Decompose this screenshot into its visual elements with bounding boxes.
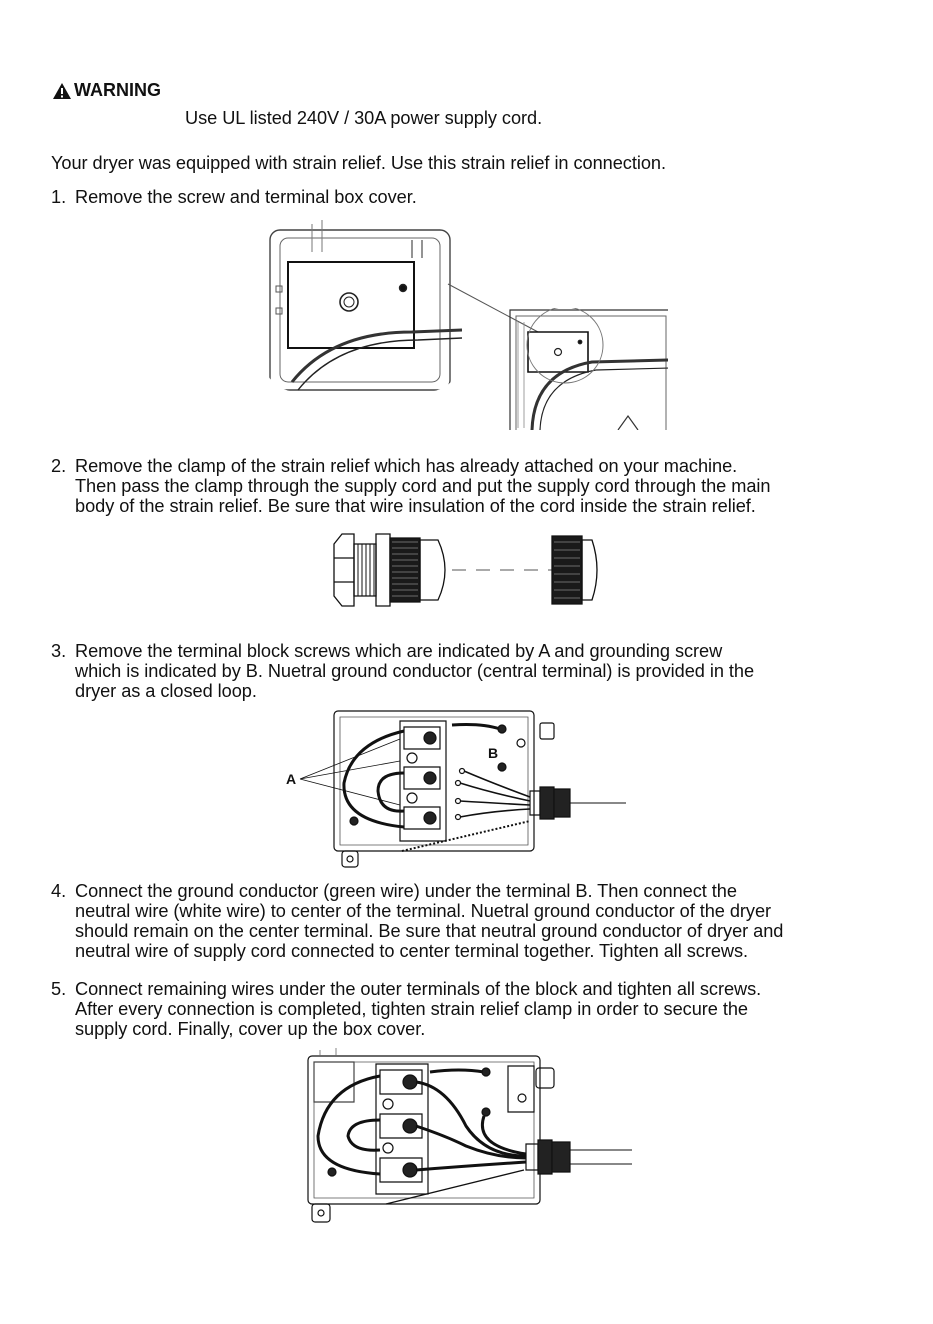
step-number: 5. — [51, 979, 67, 999]
warning-triangle-icon — [52, 82, 72, 100]
step-line: should remain on the center terminal. Be sure that neutral ground conductor of dryer and — [75, 921, 784, 941]
step-line: Remove the terminal block screws which are indicated by A and grounding screw — [75, 641, 723, 661]
label-a: A — [286, 771, 297, 787]
step-line: body of the strain relief. Be sure that wire insulation of the cord inside the strain relief. — [75, 496, 756, 516]
warning-text: Use UL listed 240V / 30A power supply cord. — [185, 108, 543, 128]
completed-wiring-figure — [296, 1046, 636, 1228]
step-number: 3. — [51, 641, 67, 661]
step-line: neutral wire of supply cord connected to center terminal together. Tighten all screws. — [75, 941, 749, 961]
warning-heading — [52, 80, 161, 101]
step-line: Then pass the clamp through the supply cord and put the supply cord through the main — [75, 476, 771, 496]
warning-label: WARNING — [74, 80, 161, 100]
label-b: B — [488, 745, 499, 761]
step-3 — [51, 641, 754, 701]
step-line: After every connection is completed, tighten strain relief clamp in order to secure the — [75, 999, 748, 1019]
terminal-block-figure-ab — [282, 703, 632, 871]
step-5 — [51, 979, 761, 1039]
terminal-box-cover-figure — [262, 212, 668, 430]
step-2 — [51, 456, 770, 516]
step-line: Remove the clamp of the strain relief which has already attached on your machine. — [75, 456, 738, 476]
step-number: 4. — [51, 881, 67, 901]
step-line: Connect remaining wires under the outer terminals of the block and tighten all screws. — [75, 979, 762, 999]
step-line: Remove the screw and terminal box cover. — [75, 187, 417, 207]
step-line: supply cord. Finally, cover up the box cover. — [75, 1019, 426, 1039]
intro-text: Your dryer was equipped with strain relief. Use this strain relief in connection. — [51, 153, 666, 173]
strain-relief-figure — [330, 530, 600, 610]
step-line: neutral wire (white wire) to center of the terminal. Nuetral ground conductor of the dryer — [75, 901, 772, 921]
step-4 — [51, 881, 783, 961]
step-number: 1. — [51, 187, 67, 207]
step-number: 2. — [51, 456, 67, 476]
step-line: dryer as a closed loop. — [75, 681, 257, 701]
step-1 — [51, 187, 417, 207]
step-line: which is indicated by B. Nuetral ground conductor (central terminal) is provided in the — [75, 661, 755, 681]
step-line: Connect the ground conductor (green wire) under the terminal B. Then connect the — [75, 881, 737, 901]
